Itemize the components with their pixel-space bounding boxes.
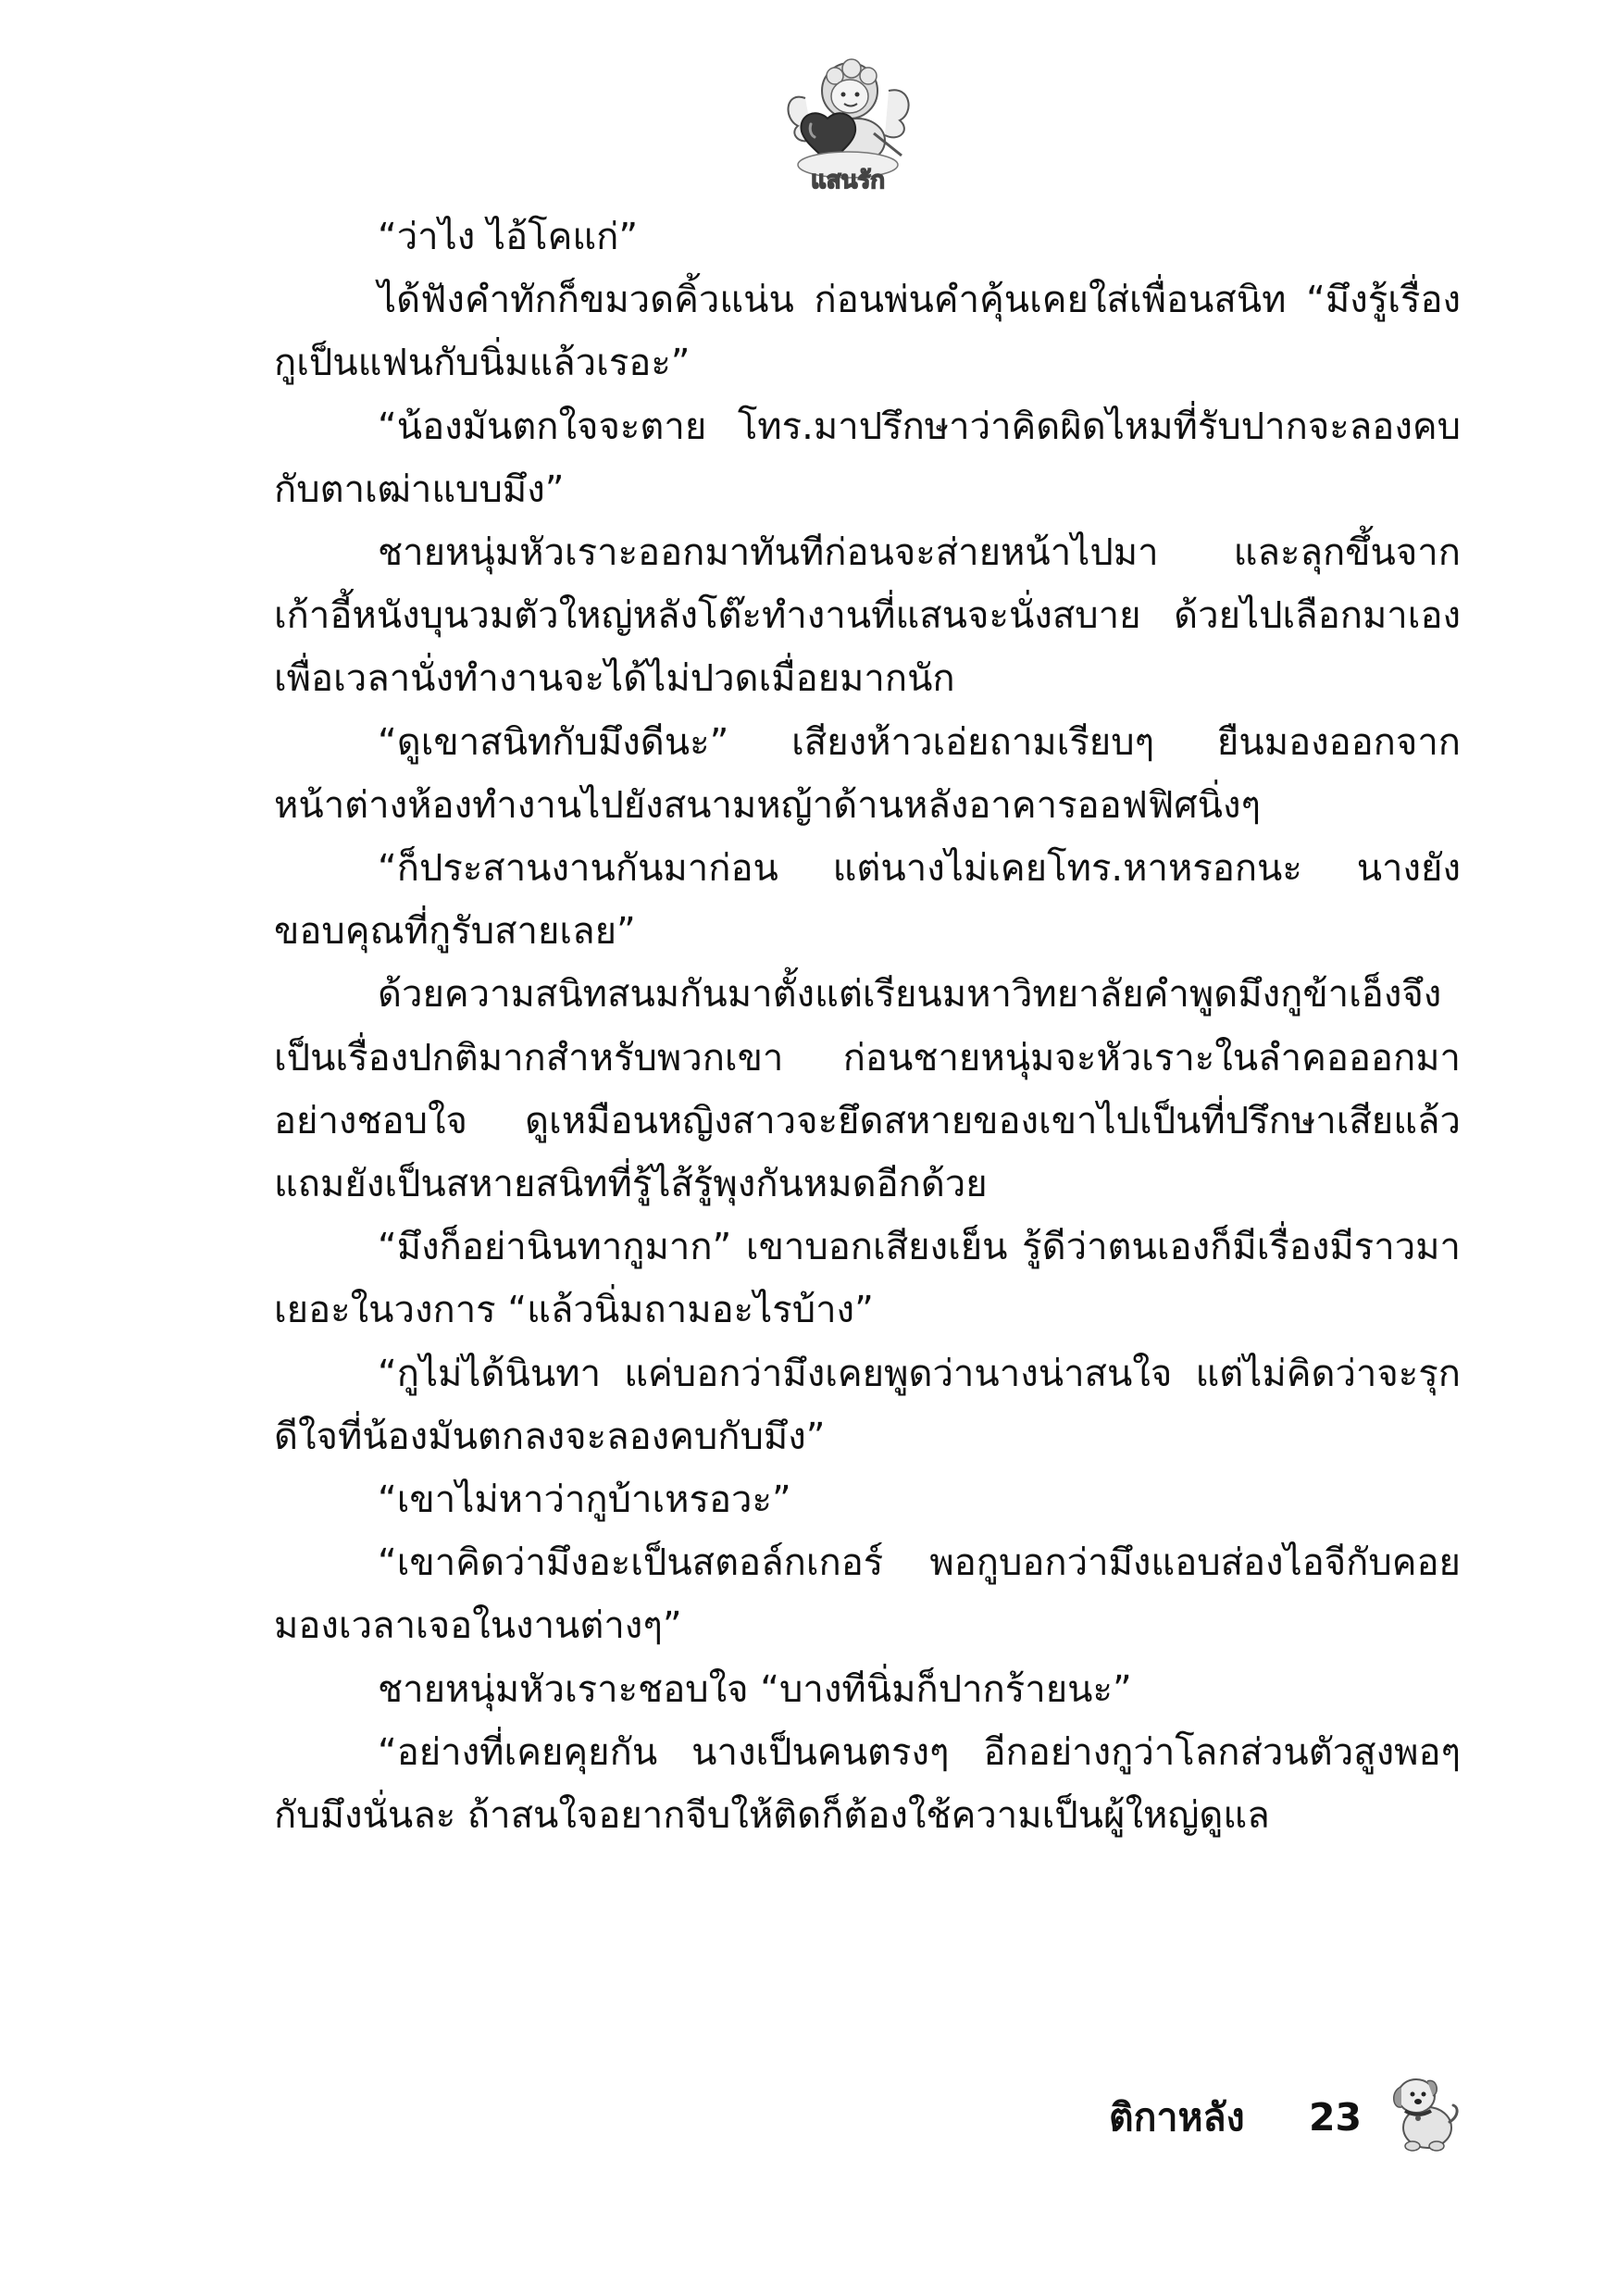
paragraph: ด้วยความสนิทสนมกันมาตั้งแต่เรียนมหาวิทยาลัยคำพูดมึงกูข้าเอ็งจึงเป็นเรื่องปกติมากสำหรับพวกเขา ก่อนชายหนุ่มจะหัวเราะในลำคอออกมาอย่างชอบใจ ดูเหมือนหญิงสาวจะยึดสหายของเขาไปเป็นที่ปรึกษาเสียแล้ว แถมยังเป็นสหายสนิทที่รู้ไส้รู้พุงกันหมดอีกด้วย <box>274 973 1461 1206</box>
paragraph: “น้องมันตกใจจะตาย โทร.มาปรึกษาว่าคิดผิดไหมที่รับปากจะลองคบกับตาเฒ่าแบบมึง” <box>274 405 1461 511</box>
page-footer <box>1083 2066 1490 2168</box>
paragraph: “กูไม่ได้นินทา แค่บอกว่ามึงเคยพูดว่านางน่าสนใจ แต่ไม่คิดว่าจะรุกดีใจที่น้องมันตกลงจะลองคบกับมึง” <box>274 1352 1461 1458</box>
paragraph: “มึงก็อย่านินทากูมาก” เขาบอกเสียงเย็น รู้ดีว่าตนเองก็มีเรื่องมีราวมาเยอะในวงการ “แล้วนิ่มถามอะไรบ้าง” <box>274 1226 1461 1332</box>
paragraph: “เขาไม่หาว่ากูบ้าเหรอวะ” <box>378 1479 791 1522</box>
book-title: ติกาหลัง <box>1109 2095 1245 2140</box>
body-text <box>274 206 1461 1847</box>
paragraph: “อย่างที่เคยคุยกัน นางเป็นคนตรงๆ อีกอย่างกูว่าโลกส่วนตัวสูงพอๆ กับมึงนั่นละ ถ้าสนใจอยากจีบให้ติดก็ต้องใช้ความเป็นผู้ใหญ่ดูแล <box>274 1730 1461 1838</box>
paragraph: “ก็ประสานงานกันมาก่อน แต่นางไม่เคยโทร.หาหรอกนะ นางยังขอบคุณที่กูรับสายเลย” <box>274 847 1461 954</box>
paragraph: “เขาคิดว่ามึงอะเป็นสตอล์กเกอร์ พอกูบอกว่ามึงแอบส่องไอจีกับคอยมองเวลาเจอในงานต่างๆ” <box>274 1541 1461 1648</box>
logo-text: แสนรัก <box>810 167 886 194</box>
header-logo <box>779 54 916 193</box>
puppy-icon <box>1381 2066 1462 2155</box>
paragraph: “ดูเขาสนิทกับมึงดีนะ” เสียงห้าวเอ่ยถามเรียบๆ ยืนมองออกจากหน้าต่างห้องทำงานไปยังสนามหญ้าด้านหลังอาคารออฟฟิศนิ่งๆ <box>274 720 1461 827</box>
paragraph: ได้ฟังคำทักก็ขมวดคิ้วแน่น ก่อนพ่นคำคุ้นเคยใส่เพื่อนสนิท “มึงรู้เรื่องกูเป็นแฟนกับนิ่มแล้วเรอะ” <box>274 279 1461 385</box>
paragraph: ชายหนุ่มหัวเราะชอบใจ “บางทีนิ่มก็ปากร้ายนะ” <box>378 1667 1132 1711</box>
paragraph: ชายหนุ่มหัวเราะออกมาทันทีก่อนจะส่ายหน้าไปมา และลุกขึ้นจากเก้าอี้หนังบุนวมตัวใหญ่หลังโต๊ะทำงานที่แสนจะนั่งสบาย ด้วยไปเลือกมาเองเพื่อเวลานั่งทำงานจะได้ไม่ปวดเมื่อยมากนัก <box>274 531 1461 701</box>
page-number: 23 <box>1309 2095 1363 2140</box>
footer-dog <box>1381 2066 1462 2155</box>
paragraph: “ว่าไง ไอ้โคแก่” <box>378 216 639 258</box>
